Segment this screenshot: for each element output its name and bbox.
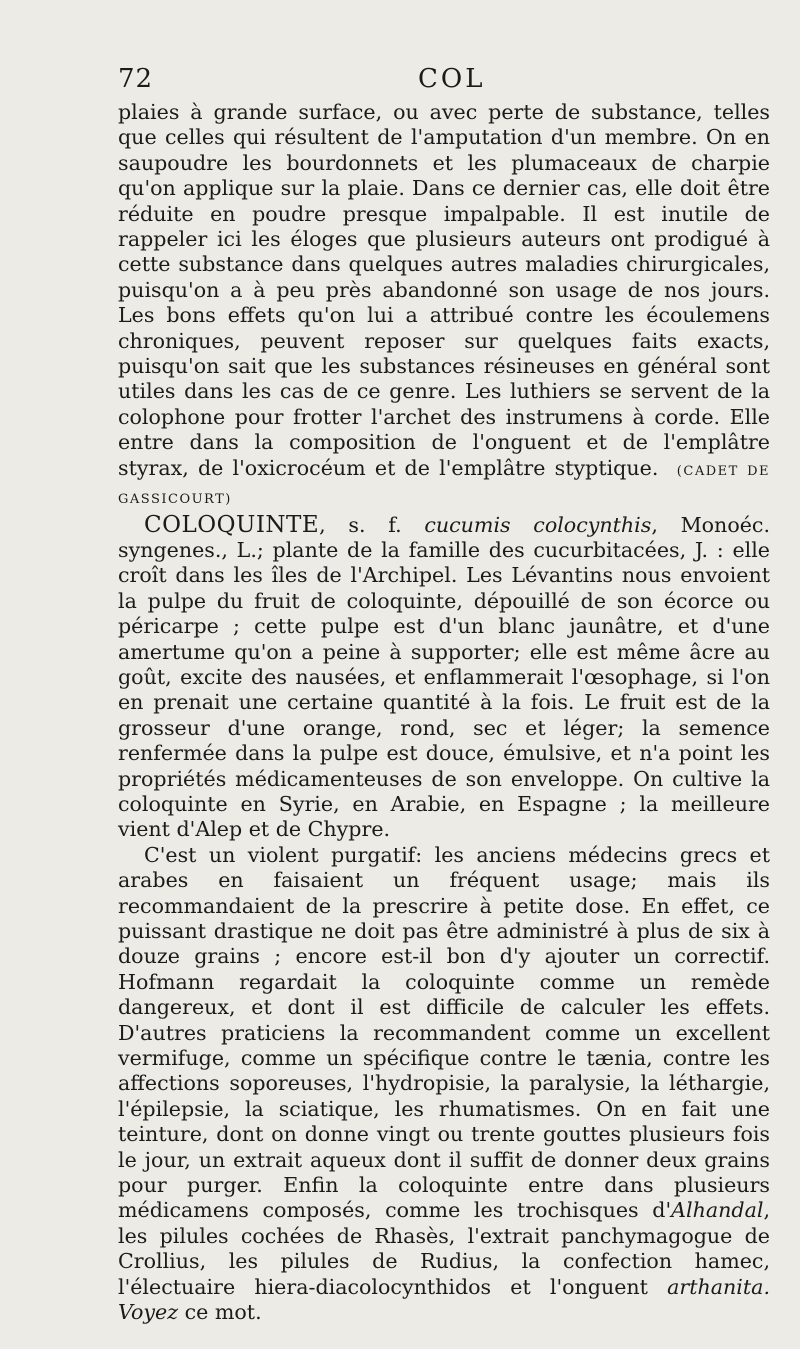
page-number: 72 — [118, 64, 154, 94]
author-credit: (CADET DE GASSICOURT) — [118, 463, 770, 508]
paragraph-text: C'est un violent purgatif: les anciens médecins grecs et arabes en faisaient un fréquent usage; mais ils recommandaient de la prescrire à petite dose. En effet, ce puissant drastique ne doit pas être administré à plus de six à douze grains ; encore est-il bon d'y ajouter un correctif. Hofmann regardait la coloquinte comme un remède dangereux, et dont il est difficile de calculer les effets. D'autres praticiens la recommandent comme un excellent vermifuge, comme un spécifique contre le tænia, contre les affections soporeuses, l'hydropisie, la paralysie, la léthargie, l'épilepsie, la sciatique, les rhumatismes. On en fait une teinture, dont on donne vingt ou trente gouttes plusieurs fois le jour, un extrait aqueux dont il suffit de donner deux grains pour purger. Enfin la coloquinte entre dans plusieurs médicamens composés, comme les trochisques d' — [118, 842, 770, 1223]
running-title: COL — [418, 64, 486, 94]
paragraph-text: ce mot. — [178, 1300, 262, 1325]
entry-headword: COLOQUINTE — [144, 511, 320, 538]
entry-definition: , Monoéc. syngenes., L.; plante de la famille des cucurbitacées, J. : elle croît dans les îles de l'Archipel. Les Lévantins nous envoient la pulpe du fruit de coloquinte, dépouillé de son écorce ou péricarpe ; cette pulpe est d'un blanc jaunâtre, et d'une amertume qu'on a peine à supporter; elle est même âcre au goût, excite des nausées, et enflammerait l'œsophage, si l'on en prenait une certaine quantité à la fois. Le fruit est de la grosseur d'une orange, rond, sec et léger; la semence renfermée dans la pulpe est douce, émulsive, et n'a point les propriétés médicamenteuses de son enveloppe. On cultive la coloquinte en Syrie, en Arabie, en Espagne ; la meilleure vient d'Alep et de Chypre. — [118, 512, 770, 842]
paragraph-colophane-end — [118, 100, 770, 513]
paragraph-purgatif — [118, 843, 770, 1326]
cross-reference-voyez: Voyez — [118, 1300, 179, 1325]
paragraph-text: , les pilules cochées de Rhasès, l'extrait panchymagogue de Crollius, les pilules de Rudius, la confection hamec, l'électuaire hiera-diacolocynthidos et l'onguent — [118, 1198, 770, 1299]
entry-coloquinte — [118, 513, 770, 843]
running-head — [118, 64, 770, 100]
body-text — [118, 100, 770, 1326]
term-arthanita: arthanita. — [667, 1274, 770, 1299]
paragraph-text: plaies à grande surface, ou avec perte de substance, telles que celles qui résultent de l'amputation d'un membre. On en saupoudre les bourdonnets et les plumaceaux de charpie qu'on applique sur la plaie. Dans ce dernier cas, elle doit être réduite en poudre presque impalpable. Il est inutile de rappeler ici les éloges que plusieurs auteurs ont prodigué à cette substance dans quelques autres maladies chirurgicales, puisqu'on a à peu près abandonné son usage de nos jours. Les bons effets qu'on lui a attribué contre les écoulemens chroniques, peuvent reposer sur quelques faits exacts, puisqu'on sait que les substances résineuses en général sont utiles dans les cas de ce genre. Les luthiers se servent de la colophone pour frotter l'archet des instrumens à corde. Elle entre dans la composition de l'onguent et de l'emplâtre styrax, de l'oxicrocéum et de l'emplâtre styptique. — [118, 100, 770, 480]
term-alhandal: Alhandal — [671, 1198, 764, 1223]
entry-latin-name: cucumis colocynthis — [424, 512, 652, 537]
entry-grammar: , s. f. — [319, 512, 402, 537]
